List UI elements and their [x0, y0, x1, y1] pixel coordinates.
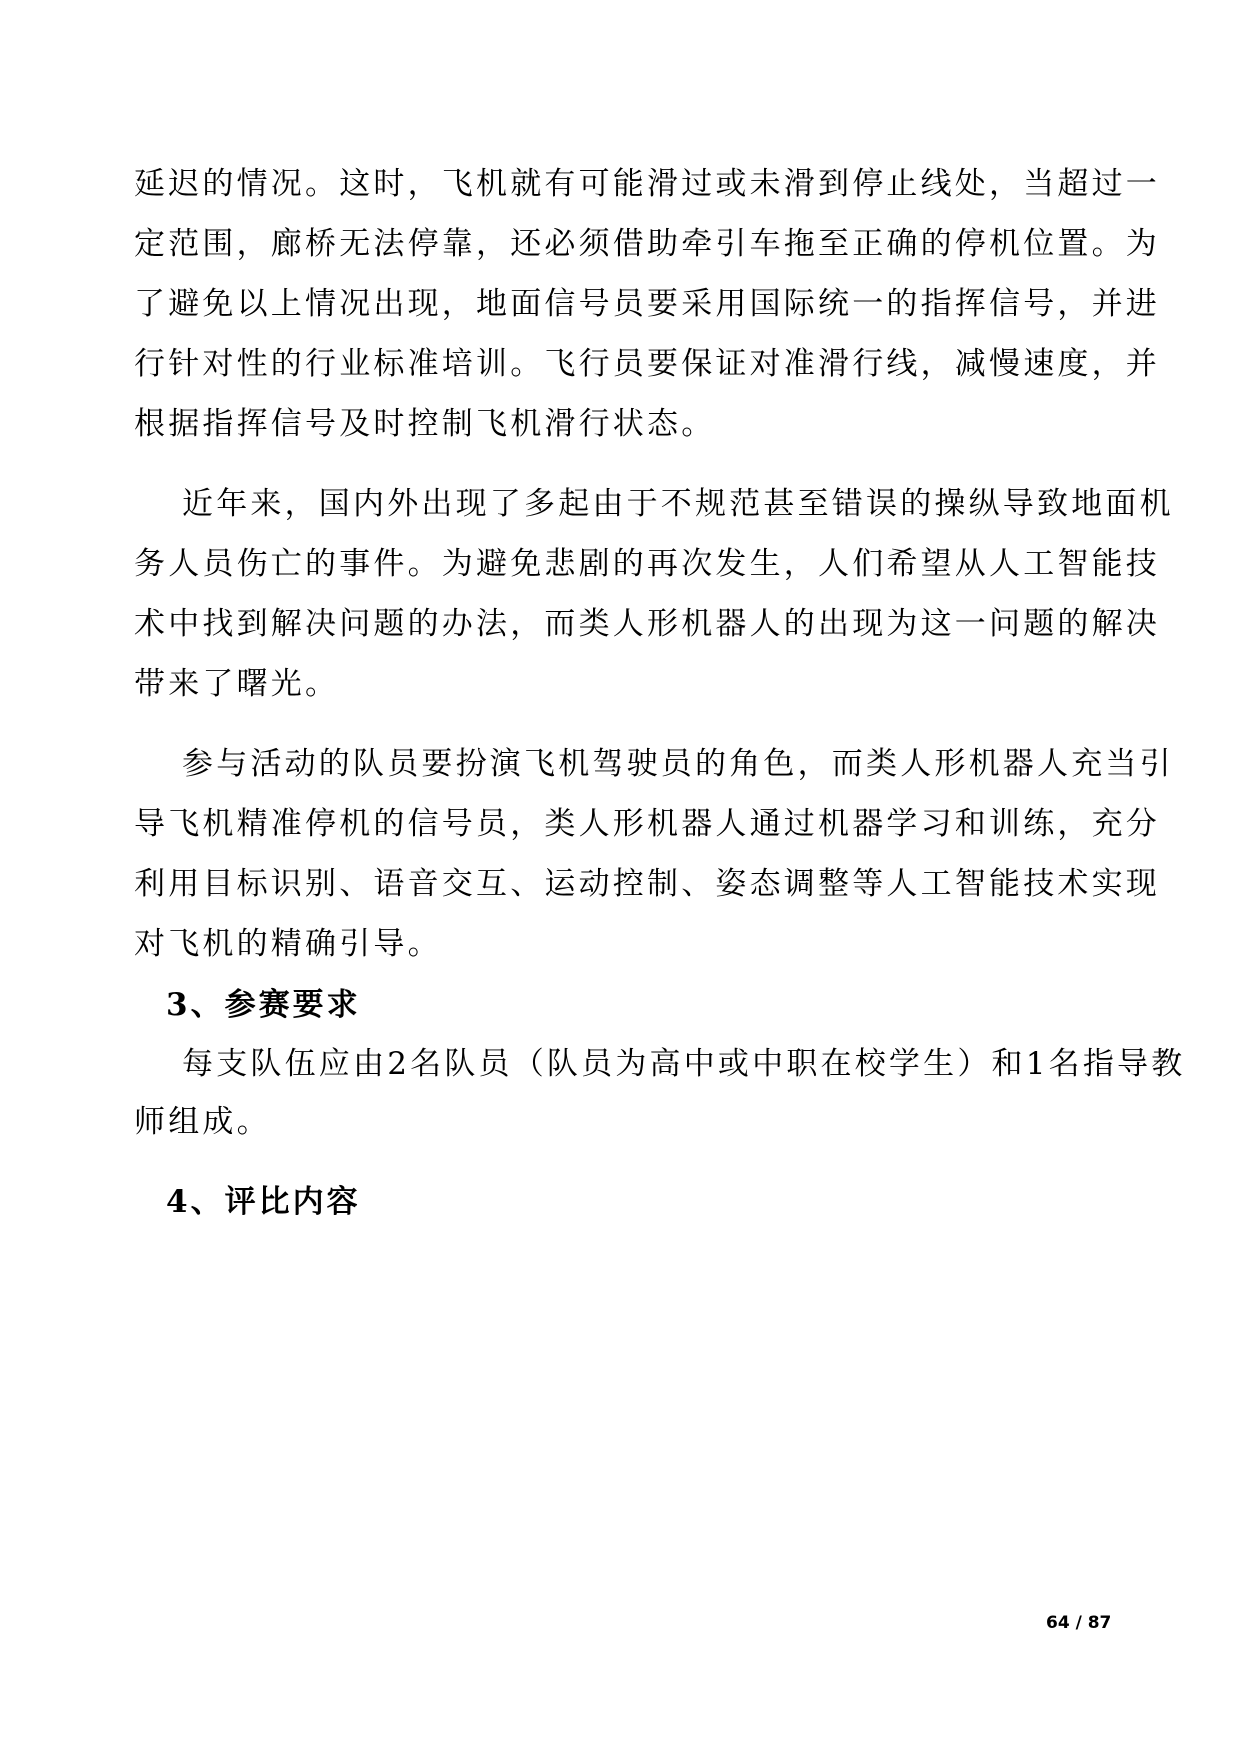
- paragraph-2-line-2: 务人员伤亡的事件。为避免悲剧的再次发生，人们希望从人工智能技: [134, 546, 1160, 582]
- paragraph-1-line-2: 定范围，廊桥无法停靠，还必须借助牵引车拖至正确的停机位置。为: [134, 226, 1160, 262]
- paragraph-1-line-3: 了避免以上情况出现，地面信号员要采用国际统一的指挥信号，并进: [134, 286, 1160, 322]
- paragraph-2-line-3: 术中找到解决问题的办法，而类人形机器人的出现为这一问题的解决: [134, 606, 1160, 642]
- paragraph-3-line-3: 利用目标识别、语音交互、运动控制、姿态调整等人工智能技术实现: [134, 866, 1160, 902]
- paragraph-2-line-4: 带来了曙光。: [134, 666, 340, 702]
- section-3-heading: 3、参赛要求: [166, 987, 361, 1023]
- paragraph-3-line-1: 参与活动的队员要扮演飞机驾驶员的角色，而类人形机器人充当引: [182, 746, 1174, 782]
- paragraph-1-line-5: 根据指挥信号及时控制飞机滑行状态。: [134, 406, 716, 442]
- paragraph-1-line-1: 延迟的情况。这时，飞机就有可能滑过或未滑到停止线处，当超过一: [134, 166, 1160, 202]
- section-3-line-1: 每支队伍应由2名队员（队员为高中或中职在校学生）和1名指导教: [182, 1046, 1186, 1082]
- page-number: 64 / 87: [1046, 1613, 1112, 1633]
- section-3-line-2: 师组成。: [134, 1104, 271, 1140]
- paragraph-3-line-2: 导飞机精准停机的信号员，类人形机器人通过机器学习和训练，充分: [134, 806, 1160, 842]
- paragraph-3-line-4: 对飞机的精确引导。: [134, 926, 442, 962]
- paragraph-1-line-4: 行针对性的行业标准培训。飞行员要保证对准滑行线，减慢速度，并: [134, 346, 1160, 382]
- paragraph-2-line-1: 近年来，国内外出现了多起由于不规范甚至错误的操纵导致地面机: [182, 486, 1174, 522]
- section-4-heading: 4、评比内容: [166, 1184, 361, 1220]
